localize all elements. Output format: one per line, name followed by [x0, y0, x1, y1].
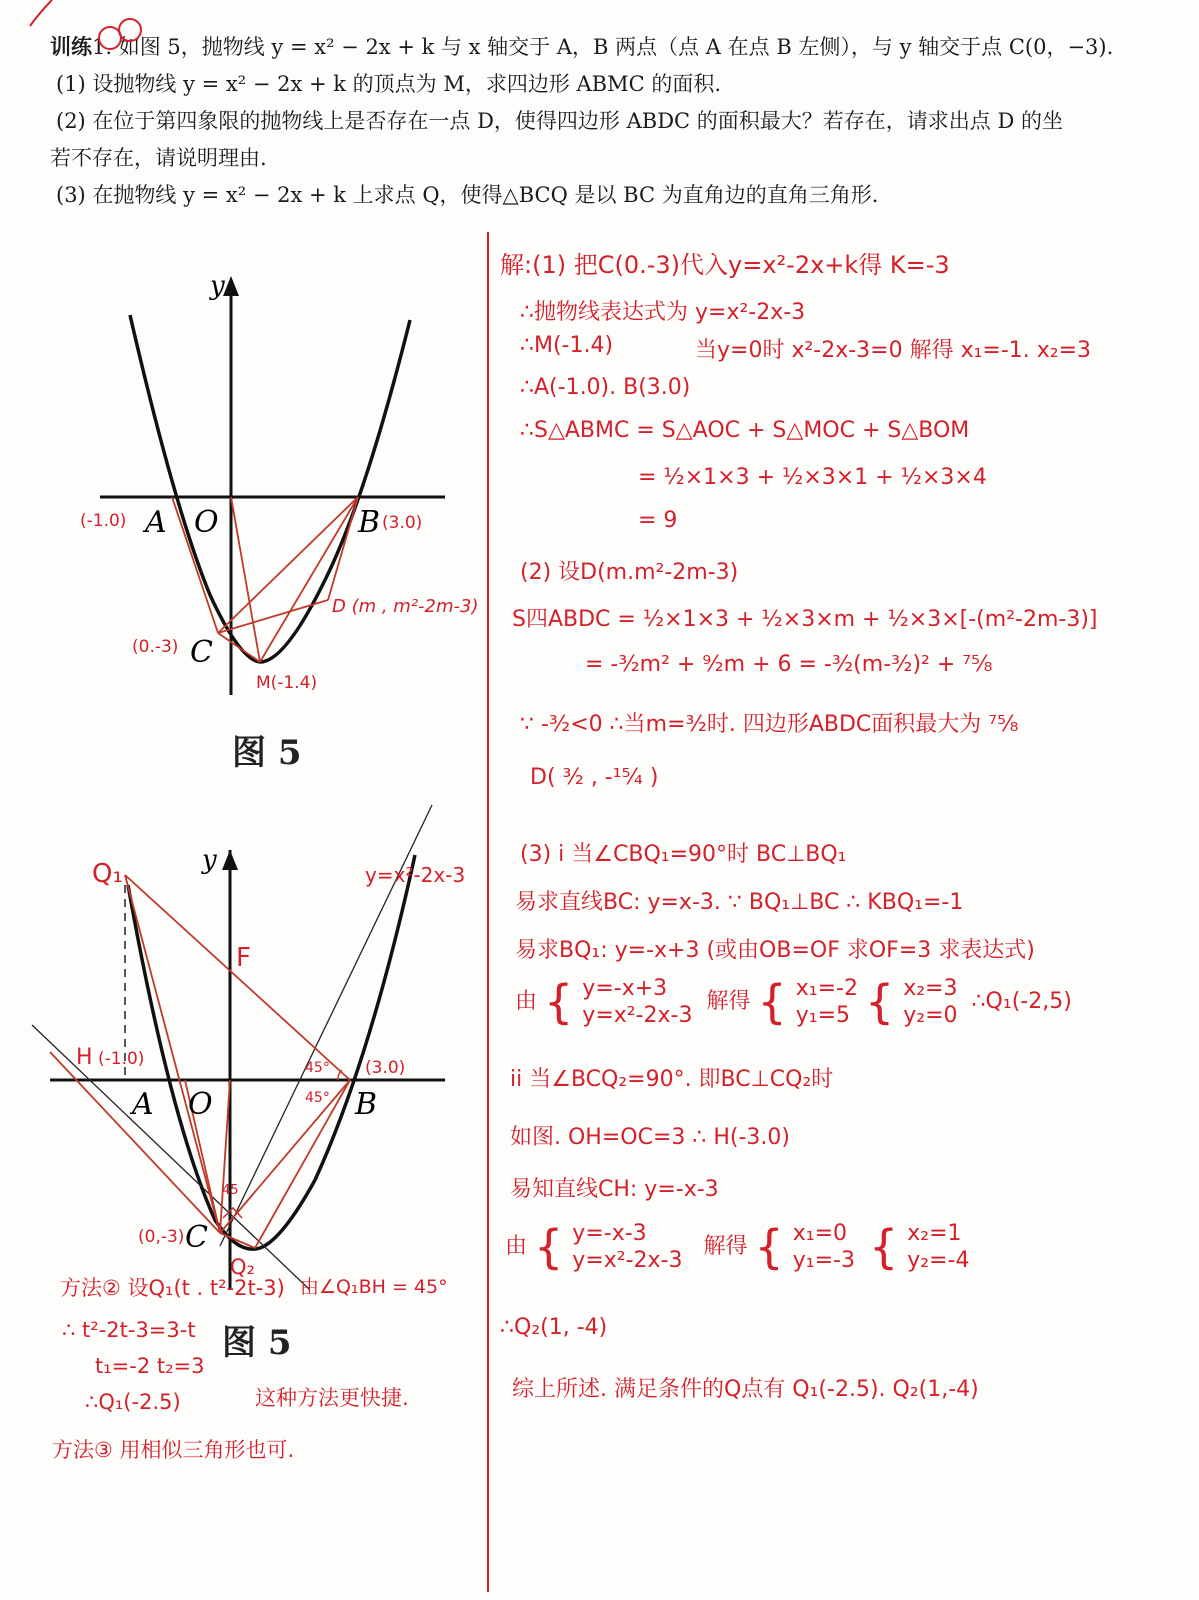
y-axis-arrow-2: [222, 850, 238, 870]
y-label: y: [210, 271, 225, 301]
problem-line-1: [50, 28, 1180, 66]
label-C: C: [190, 635, 213, 670]
solution-12: D( ³⁄₂ , -¹⁵⁄₄ ): [530, 765, 659, 790]
figure-2: [20, 790, 480, 1310]
solution-17: ii 当∠BCQ₂=90°. 即BC⊥CQ₂时: [510, 1067, 834, 1092]
root-4: [907, 1220, 969, 1274]
solution-8: (2) 设D(m.m²-2m-3): [520, 560, 739, 585]
label-B-2: B: [355, 1087, 378, 1122]
question-2b: 若不存在，请说明理由.: [50, 146, 267, 170]
system-2: [572, 1220, 682, 1274]
method3-note: 方法③ 用相似三角形也可.: [52, 1438, 295, 1462]
r1-y: y₁=5: [795, 1003, 851, 1028]
B-coord: (3.0): [382, 513, 423, 533]
solution-3a: ∴M(-1.4): [520, 333, 614, 358]
solution-15: 易求BQ₁: y=-x+3 (或由OB=OF 求OF=3 求表达式): [515, 938, 1035, 963]
problem-intro: 1. 如图 5，抛物线 y = x² − 2x + k 与 x 轴交于 A，B 两点（点 A 在点 B 左侧），与 y 轴交于点 C(0，−3).: [92, 35, 1114, 59]
line-Q1-B: [125, 875, 350, 1080]
line-CH-extended: [32, 1025, 310, 1290]
solution-13: (3) i 当∠CBQ₁=90°时 BC⊥BQ₁: [520, 842, 847, 867]
curve-label: y=x²-2x-3: [365, 863, 466, 887]
line-BQ2: [255, 1080, 350, 1248]
r1-x: x₁=-2: [795, 976, 858, 1001]
solution-3b: 当y=0时 x²-2x-3=0 解得 x₁=-1. x₂=3: [695, 338, 1092, 363]
sys1-eq2: y=x²-2x-3: [582, 1003, 693, 1028]
method2-answer: ∴Q₁(-2.5): [85, 1390, 181, 1414]
method2-condition: 由∠Q₁BH = 45°: [300, 1276, 448, 1298]
s16-jiede: 解得: [706, 989, 751, 1014]
figure-1-caption: 图 5: [232, 733, 302, 773]
label-Q2: Q₂: [230, 1255, 255, 1279]
solution-6: = ½×1×3 + ½×3×1 + ½×3×4: [638, 465, 987, 490]
label-F: F: [236, 943, 251, 973]
solution-2: ∴抛物线表达式为 y=x²-2x-3: [520, 300, 806, 325]
r4-y: y₂=-4: [907, 1248, 970, 1273]
label-B: B: [358, 505, 381, 540]
M-label: M(-1.4): [256, 673, 318, 693]
r3-y: y₁=-3: [792, 1248, 855, 1273]
question-1: (1) 设抛物线 y = x² − 2x + k 的顶点为 M，求四边形 ABMC 的面积.: [56, 72, 722, 96]
brace-2: {: [757, 975, 787, 1029]
r2-y: y₂=0: [903, 1003, 958, 1028]
corner-mark: [22, 0, 62, 30]
label-A: A: [145, 505, 167, 540]
figure-1: [60, 260, 480, 700]
sys1-eq1: y=-x+3: [582, 976, 668, 1001]
angle-label-3: 45: [222, 1183, 239, 1198]
C-coord: (0.-3): [132, 637, 179, 657]
solution-7: = 9: [638, 508, 678, 533]
solution-9: S四ABDC = ½×1×3 + ½×3×m + ½×3×[-(m²-2m-3)]: [512, 607, 1098, 632]
solution-11: ∵ -³⁄₂<0 ∴当m=³⁄₂时. 四边形ABDC面积最大为 ⁷⁵⁄₈: [520, 712, 1019, 737]
r4-x: x₂=1: [907, 1221, 962, 1246]
label-Q1: Q₁: [92, 859, 123, 889]
sys2-eq2: y=x²-2x-3: [572, 1248, 683, 1273]
s16-answer: ∴Q₁(-2,5): [971, 989, 1072, 1014]
solution-14: 易求直线BC: y=x-3. ∵ BQ₁⊥BC ∴ KBQ₁=-1: [515, 890, 964, 915]
solution-19: 易知直线CH: y=-x-3: [510, 1177, 719, 1202]
solution-16: [515, 975, 1072, 1029]
y-axis-arrow: [223, 276, 239, 296]
sys2-eq1: y=-x-3: [572, 1221, 647, 1246]
method2-equation: ∴ t²-2t-3=3-t: [62, 1318, 196, 1342]
root-3: [793, 1220, 855, 1274]
line-OM: [231, 497, 260, 662]
system-1: [582, 975, 692, 1029]
label-A-2: A: [132, 1087, 154, 1122]
brace-3: {: [865, 975, 895, 1029]
s20-jiede: 解得: [703, 1234, 748, 1259]
A-coord: (-1.0): [80, 511, 127, 531]
brace-1: {: [544, 975, 574, 1029]
column-divider: [487, 232, 489, 1592]
line-CB-2: [220, 1080, 350, 1233]
angle-label-2: 45°: [305, 1090, 330, 1106]
brace-6: {: [868, 1220, 899, 1274]
line-CM: [218, 633, 260, 662]
solution-10: = -³⁄₂m² + ⁹⁄₂m + 6 = -³⁄₂(m-³⁄₂)² + ⁷⁵⁄₈: [585, 652, 993, 677]
B-coord-2: (3.0): [365, 1058, 406, 1078]
grade-circles: [92, 14, 152, 54]
angle-label-1: 45°: [305, 1060, 330, 1076]
r2-x: x₂=3: [903, 976, 958, 1001]
solution-18: 如图. OH=OC=3 ∴ H(-3.0): [510, 1125, 791, 1150]
C-coord-2: (0,-3): [138, 1227, 185, 1247]
label-O-2: O: [188, 1087, 213, 1122]
method2-solution: t₁=-2 t₂=3: [95, 1354, 205, 1378]
r3-x: x₁=0: [792, 1221, 848, 1246]
parabola-2: [128, 855, 415, 1249]
method2-comment: 这种方法更快捷.: [255, 1386, 409, 1410]
label-O: O: [194, 505, 219, 540]
method2-line1: 方法② 设Q₁(t . t²-2t-3): [60, 1276, 285, 1300]
root-2: [903, 975, 957, 1029]
s20-you: 由: [505, 1234, 528, 1259]
D-label: D (m , m²-2m-3): [332, 596, 479, 617]
H-coord: (-1.0): [98, 1049, 145, 1069]
question-2a: (2) 在位于第四象限的抛物线上是否存在一点 D，使得四边形 ABDC 的面积最大？若存在，请求出点 D 的坐: [56, 109, 1063, 133]
y-label-2: y: [202, 845, 217, 875]
question-3: (3) 在抛物线 y = x² − 2x + k 上求点 Q，使得△BCQ 是以 BC 为直角边的直角三角形.: [56, 183, 879, 207]
root-1: [796, 975, 858, 1029]
solution-22: 综上所述. 满足条件的Q点有 Q₁(-2.5). Q₂(1,-4): [512, 1377, 979, 1402]
label-C-2: C: [185, 1220, 208, 1255]
s16-you: 由: [515, 989, 538, 1014]
figure-2-caption: 图 5: [222, 1323, 292, 1363]
training-label: 训练: [50, 34, 92, 59]
brace-4: {: [534, 1220, 564, 1274]
brace-5: {: [754, 1220, 784, 1274]
problem-statement: [50, 28, 1180, 214]
solution-5: ∴S△ABMC = S△AOC + S△MOC + S△BOM: [520, 418, 970, 443]
solution-20: [505, 1220, 969, 1274]
solution-1: 解:(1) 把C(0.-3)代入y=x²-2x+k得 K=-3: [500, 251, 950, 279]
label-H: H: [76, 1045, 93, 1070]
line-BM: [260, 497, 358, 662]
solution-21: ∴Q₂(1, -4): [500, 1315, 608, 1340]
solution-4: ∴A(-1.0). B(3.0): [520, 375, 691, 400]
